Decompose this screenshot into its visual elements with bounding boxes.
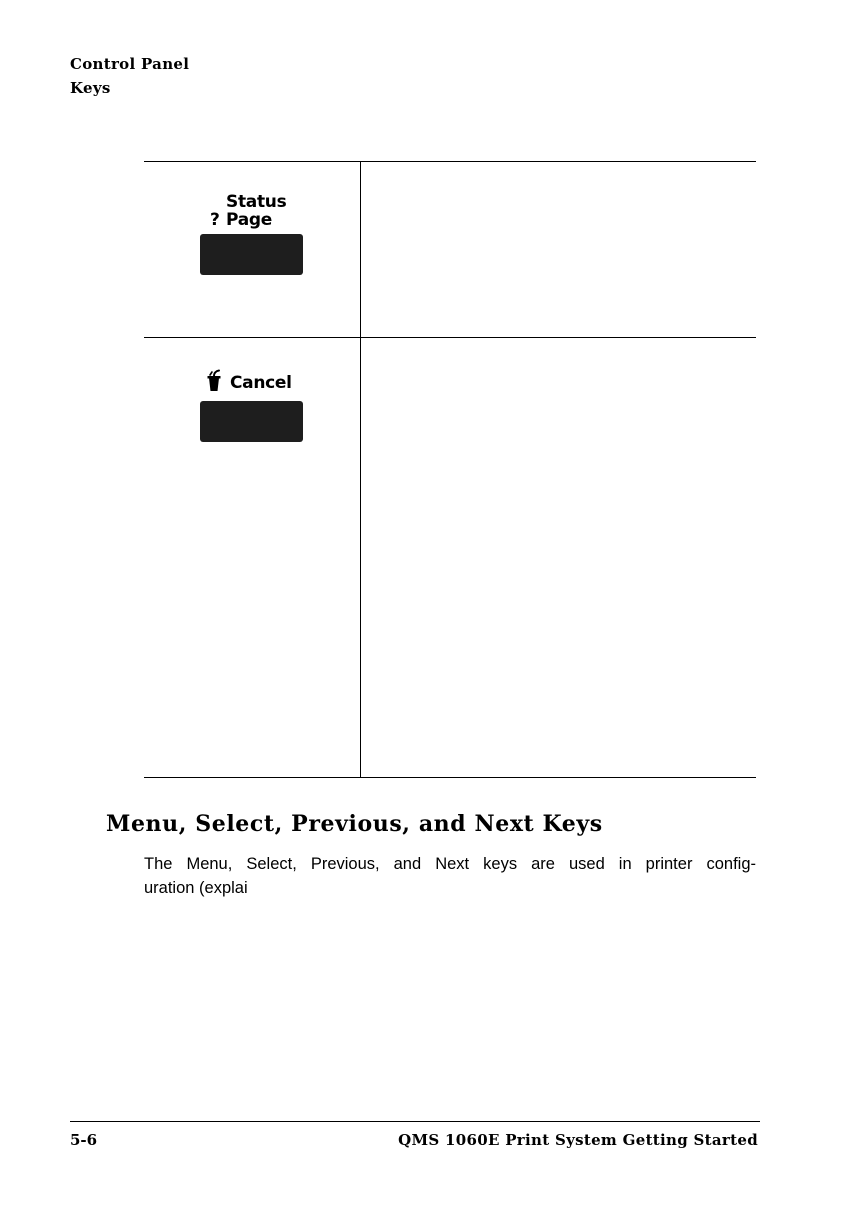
- running-head-section: Keys: [70, 79, 111, 97]
- table-bottom-rule: [144, 777, 756, 778]
- footer-book-title: QMS 1060E Print System Getting Started: [398, 1131, 758, 1149]
- status-page-key-button[interactable]: [200, 234, 303, 275]
- status-page-key-caption-line2: Page: [226, 210, 272, 230]
- table-column-divider: [360, 161, 361, 778]
- section-heading: Menu, Select, Previous, and Next Keys: [106, 811, 603, 837]
- body-text-line1: The Menu, Select, Previous, and Next keys are used in printer config-: [144, 855, 756, 873]
- table-top-rule: [144, 161, 756, 162]
- body-text-line2: uration (explai: [144, 879, 248, 897]
- keys-table: [144, 161, 756, 778]
- cancel-key-caption: Cancel: [230, 373, 292, 393]
- trash-can-icon: [204, 369, 224, 393]
- running-head-chapter: Control Panel: [70, 55, 190, 73]
- cancel-key-button[interactable]: [200, 401, 303, 442]
- section-body-text: [144, 852, 756, 900]
- footer-rule: [70, 1121, 760, 1122]
- running-head: [70, 52, 189, 100]
- help-question-icon: ?: [210, 210, 220, 230]
- footer-page-number: 5-6: [70, 1131, 98, 1149]
- status-page-key-caption-line1: Status: [226, 192, 287, 212]
- table-row-divider: [144, 337, 756, 338]
